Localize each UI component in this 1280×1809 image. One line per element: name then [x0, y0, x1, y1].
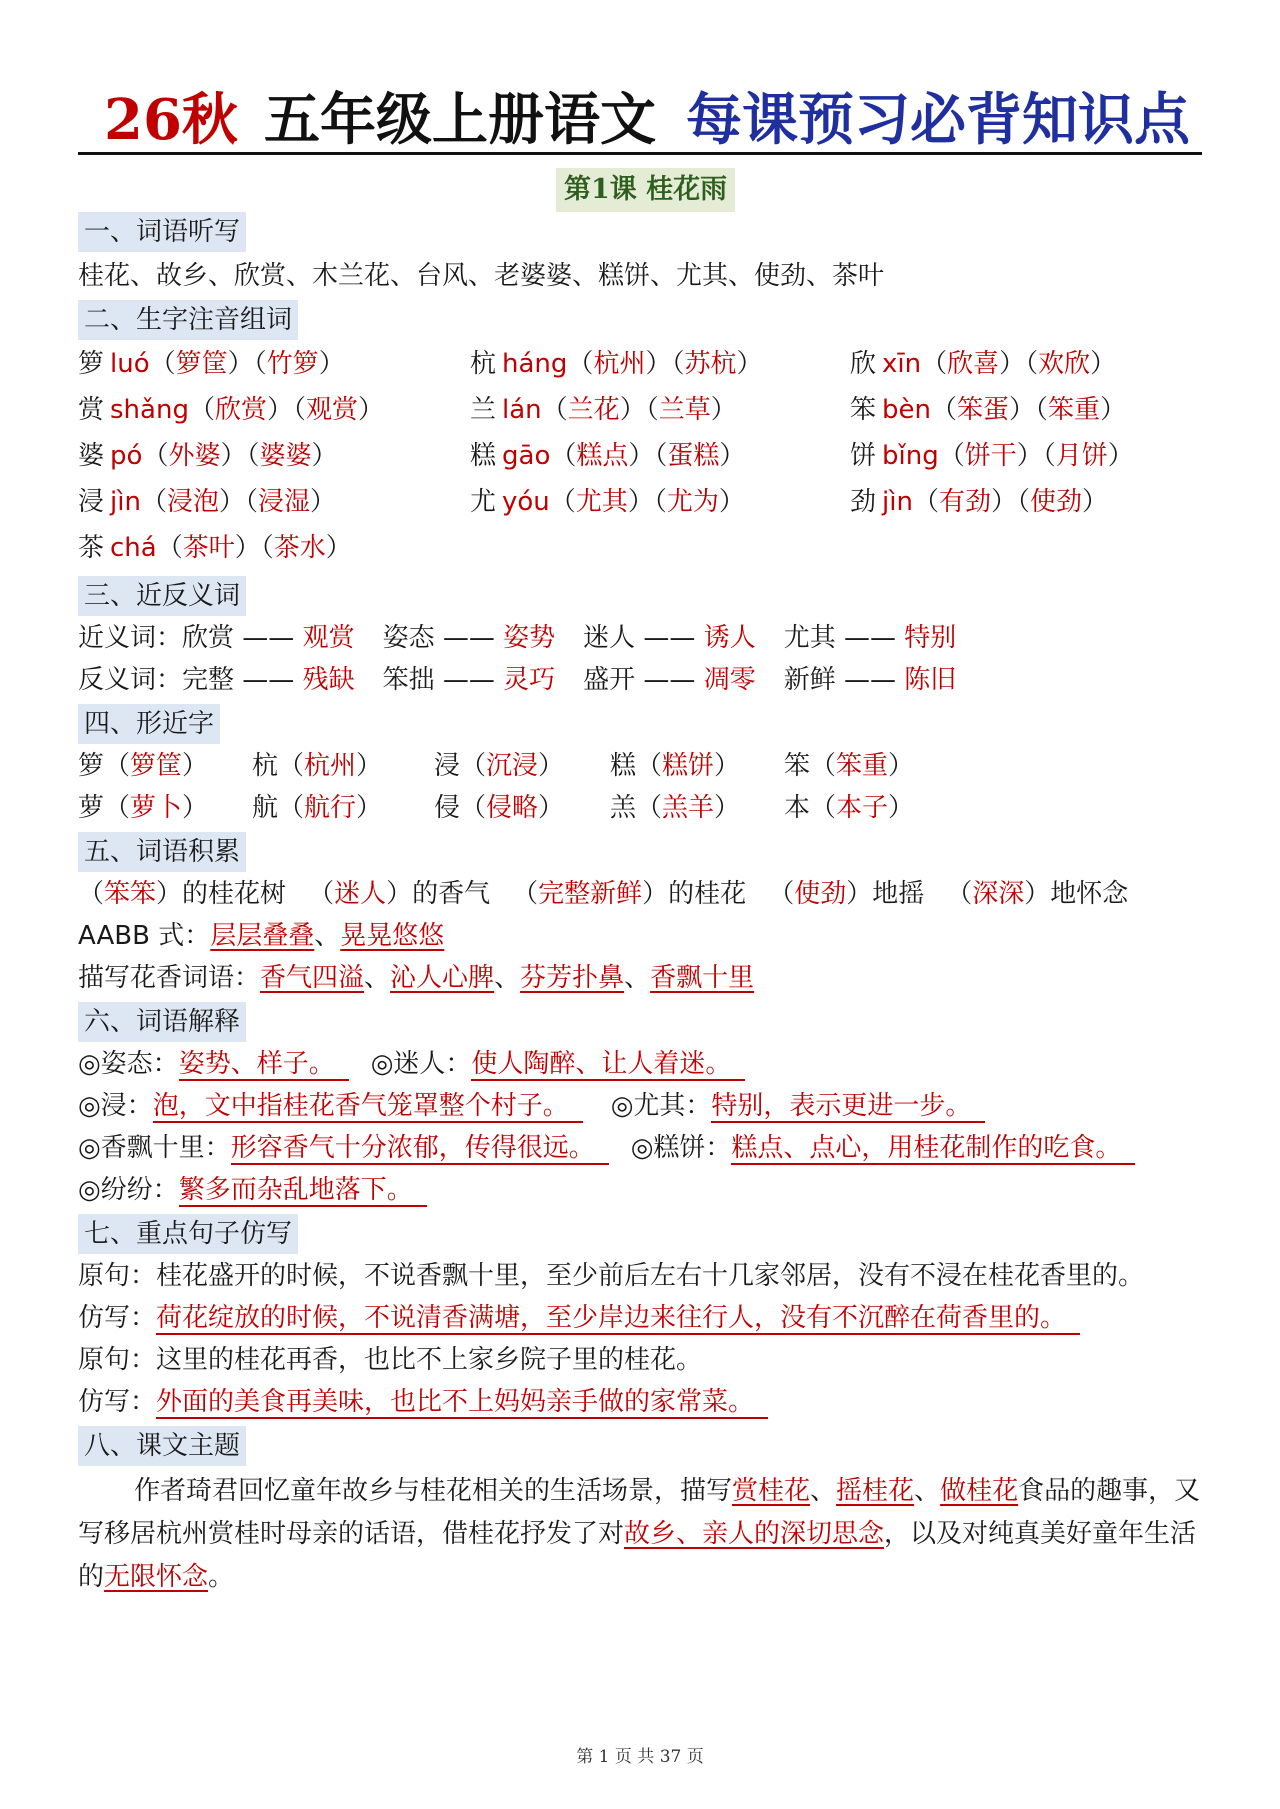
phrase-text: 地怀念 [1050, 879, 1129, 909]
character: 饼 [850, 441, 877, 471]
word: 欣喜 [947, 349, 1000, 379]
word: 浸泡 [166, 487, 219, 517]
word: 茶叶 [182, 533, 235, 563]
answer-word: 笨笨 [104, 879, 157, 909]
theme-keyword: 摇桂花 [836, 1476, 915, 1506]
theme-keyword: 故乡、亲人的深切思念 [624, 1519, 885, 1549]
word: 外婆 [168, 441, 221, 471]
character-entry: 兰 lán（兰花）（兰草） [470, 395, 737, 425]
fill-phrase: （深深）地怀念 [946, 879, 1129, 909]
sentence-imitation [78, 1298, 1080, 1338]
character: 羔 [610, 793, 637, 823]
answer-word: 完整新鲜 [538, 879, 643, 909]
similar-char-entry: 萝（萝卜） [78, 793, 209, 823]
synonyms-pair: 欣赏 —— 观赏 [182, 623, 355, 653]
section-heading-dictation: 一、词语听写 [78, 212, 246, 252]
fill-phrases-row [78, 874, 1150, 914]
word: 完整 [182, 665, 235, 695]
word: 杭州 [593, 349, 646, 379]
synonyms-pair: 姿态 —— 姿势 [382, 623, 556, 653]
section-heading-theme: 八、课文主题 [78, 1426, 246, 1466]
character: 浸 [434, 751, 461, 781]
explanation-def: 姿势、样子。 [179, 1049, 349, 1081]
word: 新鲜 [783, 665, 836, 695]
pinyin: chá [110, 533, 157, 563]
character-entry: 尤 yóu（尤其）（尤为） [470, 487, 745, 517]
word: 沉浸 [486, 751, 539, 781]
word: 本子 [836, 793, 889, 823]
similar-char-entry: 羔（羔羊） [610, 793, 741, 823]
character: 萝 [78, 793, 105, 823]
fill-phrase: （笨笨）的桂花树 [78, 879, 287, 909]
similar-char-entry: 本（本子） [784, 793, 915, 823]
character: 箩 [78, 349, 105, 379]
phrase-text: 的桂花 [668, 879, 747, 909]
word: 侵略 [486, 793, 539, 823]
character-entry: 赏 shǎng（欣赏）（观赏） [78, 395, 385, 425]
word: 萝卜 [130, 793, 183, 823]
antonym-row [78, 660, 984, 700]
theme-keyword: 做桂花 [940, 1476, 1019, 1506]
phrase-text: 的香气 [412, 879, 491, 909]
character: 本 [784, 793, 811, 823]
word: 观赏 [306, 395, 359, 425]
sentence-text: 外面的美食再美味，也比不上妈妈亲手做的家常菜。 [156, 1387, 768, 1419]
section-heading-explanations: 六、词语解释 [78, 1002, 246, 1042]
word: 苏杭 [684, 349, 737, 379]
answer-word: 观赏 [302, 623, 355, 653]
word: 茶水 [273, 533, 326, 563]
fragrance-word: 芬芳扑鼻 [520, 963, 625, 993]
word: 尤其 [575, 487, 628, 517]
explanation-row [78, 1170, 427, 1210]
character: 侵 [434, 793, 461, 823]
section-heading-sentences: 七、重点句子仿写 [78, 1214, 298, 1254]
page-header [78, 88, 1202, 155]
answer-word: 使劲 [794, 879, 847, 909]
word: 羔羊 [662, 793, 715, 823]
section-heading-accumulation: 五、词语积累 [78, 832, 246, 872]
fragrance-label: 描写花香词语： [78, 963, 261, 993]
character: 尤 [470, 487, 497, 517]
word: 笨重 [836, 751, 889, 781]
character: 笨 [784, 751, 811, 781]
aabb-label: AABB 式： [78, 921, 211, 951]
pinyin: pó [110, 441, 143, 471]
explanation-def: 特别，表示更进一步。 [711, 1091, 985, 1123]
aabb-word: 晃晃悠悠 [340, 921, 445, 951]
pinyin: shǎng [110, 395, 189, 425]
sentence-label: 仿写： [78, 1303, 157, 1333]
character-entry: 笨 bèn（笨蛋）（笨重） [850, 395, 1127, 425]
sentence-original [78, 1340, 702, 1380]
explanation-term: ◎姿态： [78, 1049, 179, 1079]
synonym-row [78, 618, 984, 658]
character-entry: 欣 xīn（欣喜）（欢欣） [850, 349, 1117, 379]
character-entry: 糕 gāo（糕点）（蛋糕） [470, 441, 746, 471]
similar-char-entry: 航（航行） [252, 793, 383, 823]
character: 婆 [78, 441, 105, 471]
word: 箩筐 [175, 349, 228, 379]
sentence-text: 这里的桂花再香，也比不上家乡院子里的桂花。 [156, 1345, 703, 1375]
answer-word: 凋零 [703, 665, 756, 695]
explanation-def: 形容香气十分浓郁，传得很远。 [231, 1133, 609, 1165]
explanation-term: ◎尤其： [610, 1091, 712, 1121]
character-entry: 杭 háng（杭州）（苏杭） [470, 349, 763, 379]
theme-paragraph: 作者琦君回忆童年故乡与桂花相关的生活场景，描写赏桂花、摇桂花、做桂花食品的趣事，又写移居杭州赏桂时母亲的话语，借桂花抒发了对故乡、亲人的深切思念，以及对纯真美好童年生活的无限怀念。 [78, 1476, 1201, 1592]
fragrance-word: 沁人心脾 [390, 963, 495, 993]
word: 欣赏 [182, 623, 235, 653]
word: 婆婆 [259, 441, 312, 471]
word: 饼干 [964, 441, 1017, 471]
similar-char-entry: 箩（箩筐） [78, 751, 209, 781]
character: 笨 [850, 395, 877, 425]
explanation-def: 糕点、点心，用桂花制作的吃食。 [731, 1133, 1135, 1165]
character-entry: 箩 luó（箩筐）（竹箩） [78, 349, 345, 379]
explanation-row [78, 1044, 745, 1084]
word: 兰草 [658, 395, 711, 425]
similar-char-entry: 杭（杭州） [252, 751, 383, 781]
synonym-label: 近义词： [78, 623, 183, 653]
sentence-label: 原句： [78, 1345, 157, 1375]
answer-word: 诱人 [703, 623, 756, 653]
explanation-def: 泡，文中指桂花香气笼罩整个村子。 [153, 1091, 583, 1123]
theme-keyword: 无限怀念 [104, 1562, 209, 1592]
fragrance-row: 描写花香词语：香气四溢、沁人心脾、芬芳扑鼻、香飘十里 [78, 963, 755, 993]
word: 迷人 [583, 623, 636, 653]
word: 浸湿 [258, 487, 311, 517]
section-heading-similar: 四、形近字 [78, 704, 220, 744]
word: 月饼 [1055, 441, 1108, 471]
character: 箩 [78, 751, 105, 781]
pinyin: xīn [882, 349, 922, 379]
character: 劲 [850, 487, 877, 517]
sentence-imitation [78, 1382, 768, 1422]
character: 欣 [850, 349, 877, 379]
antonyms-pair: 笨拙 —— 灵巧 [382, 665, 556, 695]
antonyms-pair: 完整 —— 残缺 [182, 665, 355, 695]
word: 箩筐 [130, 751, 183, 781]
fill-phrase: （迷人）的香气 [308, 879, 491, 909]
explanation-term: ◎香飘十里： [78, 1133, 231, 1163]
word: 欣赏 [214, 395, 267, 425]
word: 欢欣 [1038, 349, 1091, 379]
pinyin: jìn [882, 487, 913, 517]
pinyin: bèn [882, 395, 931, 425]
answer-word: 迷人 [334, 879, 387, 909]
answer-word: 特别 [904, 623, 957, 653]
character: 兰 [470, 395, 497, 425]
similar-char-entry: 侵（侵略） [434, 793, 565, 823]
sentence-label: 原句： [78, 1261, 157, 1291]
fill-phrase: （使劲）地摇 [768, 879, 925, 909]
character: 航 [252, 793, 279, 823]
word: 笨蛋 [957, 395, 1010, 425]
fill-phrase: （完整新鲜）的桂花 [512, 879, 747, 909]
pinyin: háng [502, 349, 568, 379]
synonyms-pair: 尤其 —— 特别 [783, 623, 957, 653]
sentence-text: 荷花绽放的时候，不说清香满塘，至少岸边来往行人，没有不沉醉在荷香里的。 [156, 1303, 1080, 1335]
pinyin: jìn [110, 487, 141, 517]
answer-word: 陈旧 [904, 665, 957, 695]
section-heading-synonyms: 三、近反义词 [78, 576, 246, 616]
header-grade: 五年级上册语文 [263, 87, 656, 153]
character-entry: 茶 chá（茶叶）（茶水） [78, 533, 352, 563]
antonyms-pair: 新鲜 —— 陈旧 [783, 665, 957, 695]
word: 蛋糕 [667, 441, 720, 471]
antonym-label: 反义词： [78, 665, 183, 695]
phrase-text: 的桂花树 [182, 879, 287, 909]
word: 兰花 [567, 395, 620, 425]
word: 尤为 [666, 487, 719, 517]
character: 杭 [470, 349, 497, 379]
answer-word: 灵巧 [503, 665, 556, 695]
pinyin: lán [502, 395, 542, 425]
sentence-text: 桂花盛开的时候，不说香飘十里，至少前后左右十几家邻居，没有不浸在桂花香里的。 [156, 1261, 1145, 1291]
lesson-title: 第1课 桂花雨 [556, 168, 735, 212]
character-entry: 浸 jìn（浸泡）（浸湿） [78, 487, 337, 517]
word: 笨重 [1048, 395, 1101, 425]
explanation-term: ◎糕饼： [630, 1133, 732, 1163]
sentence-label: 仿写： [78, 1387, 157, 1417]
word: 盛开 [583, 665, 636, 695]
section-heading-characters: 二、生字注音组词 [78, 300, 298, 340]
word: 笨拙 [382, 665, 435, 695]
character-entry: 婆 pó（外婆）（婆婆） [78, 441, 338, 471]
page-footer: 第 1 页 共 37 页 [576, 1747, 704, 1767]
answer-word: 残缺 [302, 665, 355, 695]
phrase-text: 地摇 [872, 879, 925, 909]
word: 有劲 [938, 487, 991, 517]
word: 杭州 [304, 751, 357, 781]
word: 使劲 [1030, 487, 1083, 517]
word: 尤其 [783, 623, 836, 653]
character-entry: 劲 jìn（有劲）（使劲） [850, 487, 1109, 517]
antonyms-pair: 盛开 —— 凋零 [583, 665, 756, 695]
word: 姿态 [382, 623, 435, 653]
word: 糕饼 [662, 751, 715, 781]
pinyin: yóu [502, 487, 550, 517]
explanation-def: 使人陶醉、让人着迷。 [471, 1049, 745, 1081]
header-year: 26秋 [104, 87, 238, 153]
character: 杭 [252, 751, 279, 781]
explanation-term: ◎迷人： [370, 1049, 472, 1079]
aabb-row: AABB 式：层层叠叠、晃晃悠悠 [78, 921, 445, 951]
character: 茶 [78, 533, 105, 563]
explanation-row [78, 1128, 1135, 1168]
header-subtitle: 每课预习必背知识点 [685, 87, 1190, 153]
pinyin: bǐng [882, 441, 939, 471]
explanation-row [78, 1086, 985, 1126]
theme-keyword: 赏桂花 [732, 1476, 811, 1506]
character-entry: 饼 bǐng（饼干）（月饼） [850, 441, 1134, 471]
character: 浸 [78, 487, 105, 517]
pinyin: luó [110, 349, 150, 379]
word: 糕点 [576, 441, 629, 471]
character: 糕 [610, 751, 637, 781]
dictation-words: 桂花、故乡、欣赏、木兰花、台风、老婆婆、糕饼、尤其、使劲、茶叶 [78, 261, 885, 291]
character: 糕 [470, 441, 497, 471]
word: 航行 [304, 793, 357, 823]
explanation-term: ◎纷纷： [78, 1175, 179, 1205]
answer-word: 深深 [972, 879, 1025, 909]
fragrance-word: 香气四溢 [260, 963, 365, 993]
explanation-term: ◎浸： [78, 1091, 153, 1121]
character: 赏 [78, 395, 105, 425]
similar-char-entry: 笨（笨重） [784, 751, 915, 781]
pinyin: gāo [502, 441, 551, 471]
fragrance-word: 香飘十里 [650, 963, 755, 993]
explanation-def: 繁多而杂乱地落下。 [179, 1175, 427, 1207]
answer-word: 姿势 [503, 623, 556, 653]
synonyms-pair: 迷人 —— 诱人 [583, 623, 756, 653]
aabb-word: 层层叠叠 [210, 921, 315, 951]
word: 竹箩 [266, 349, 319, 379]
similar-char-entry: 浸（沉浸） [434, 751, 565, 781]
similar-char-entry: 糕（糕饼） [610, 751, 741, 781]
sentence-original [78, 1256, 1144, 1296]
